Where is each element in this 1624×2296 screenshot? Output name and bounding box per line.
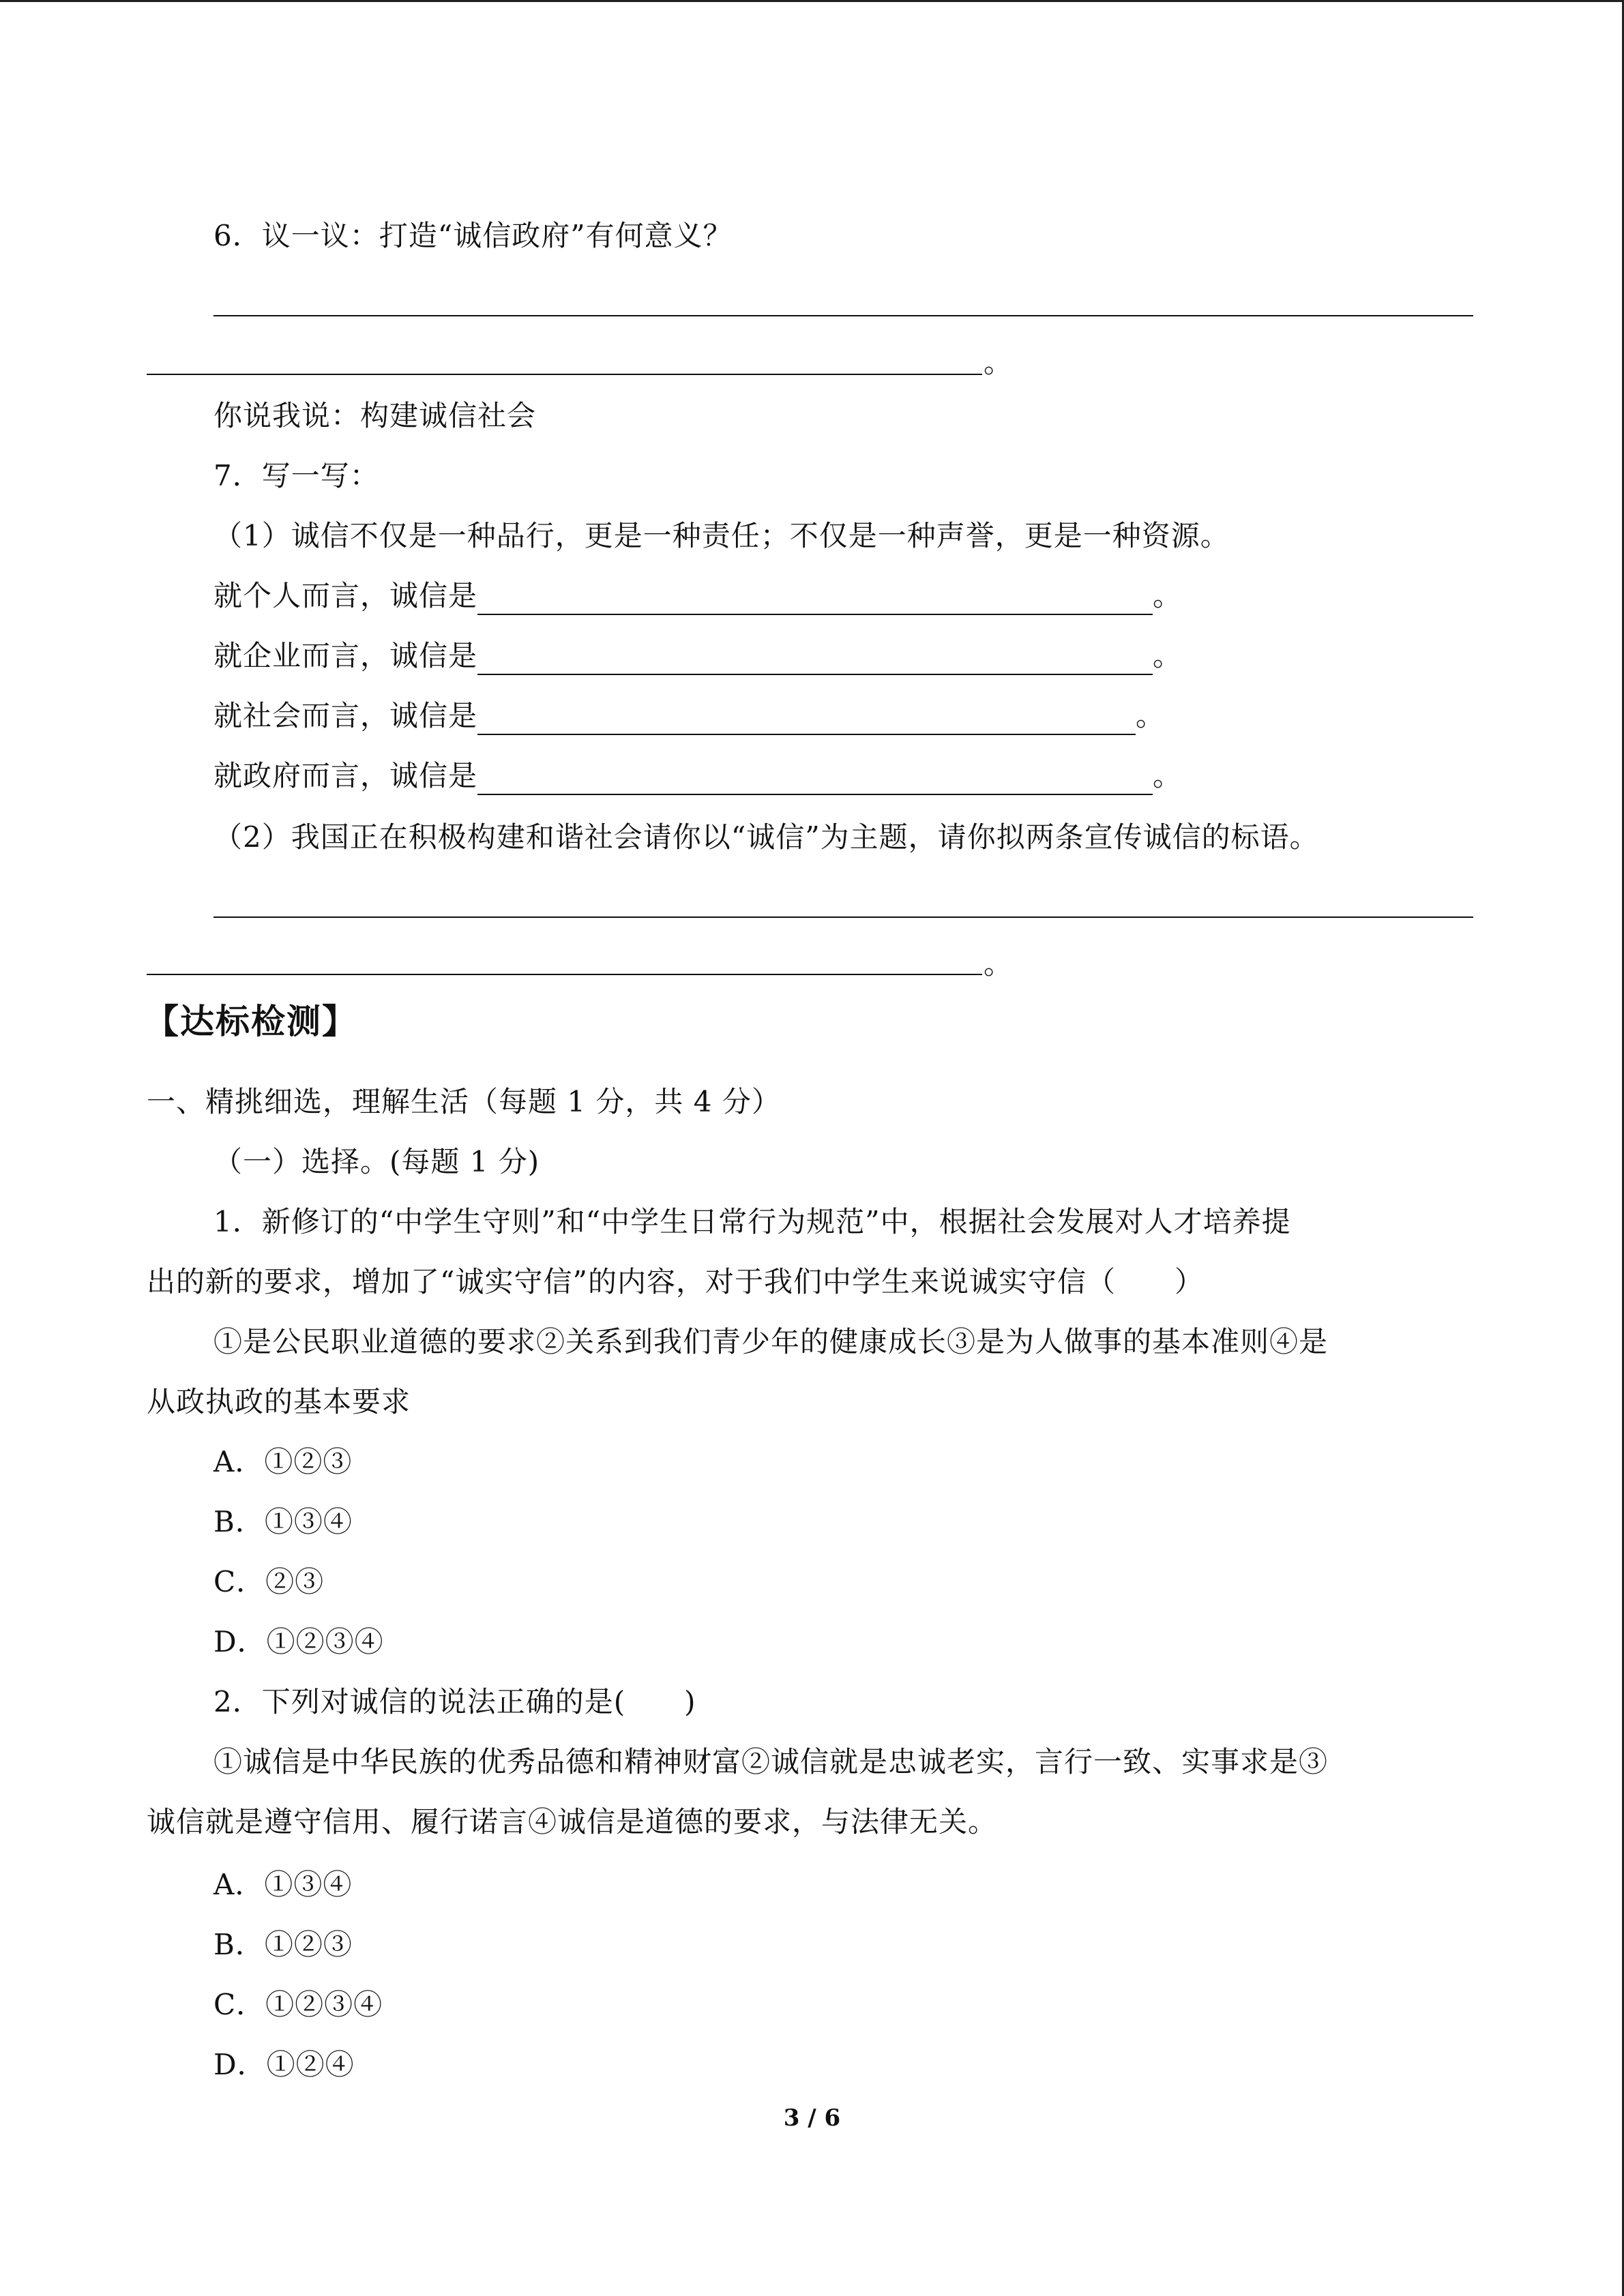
q7-answer-line-2[interactable] [147,974,982,975]
q7-fill-label: 就企业而言，诚信是 [213,639,478,672]
q2-option-c[interactable]: C．①②③④ [213,1988,383,2021]
q7-fill-blank-personal[interactable] [477,584,1153,615]
q7-fill-end: 。 [1153,639,1183,672]
part-one-title: 一、精挑细选，理解生活（每题 1 分，共 4 分） [147,1085,781,1118]
q7-fill-society [213,697,1165,735]
q6-answer-end: 。 [984,346,1014,379]
q7-part2: （2）我国正在积极构建和谐社会请你以“诚信”为主题，请你拟两条宣传诚信的标语。 [213,820,1319,854]
q7-answer-end: 。 [984,947,1014,981]
q7-fill-government [213,757,1182,795]
q1-statements-line-1: ①是公民职业道德的要求②关系到我们青少年的健康成长③是为人做事的基本准则④是 [213,1325,1329,1358]
section-you-say: 你说我说：构建诚信社会 [213,399,537,432]
q2-option-b[interactable]: B．①②③ [213,1928,353,1961]
q7-fill-blank-society[interactable] [477,704,1136,735]
q1-statements-line-2: 从政执政的基本要求 [147,1385,411,1418]
part-one-sub: （一）选择。(每题 1 分) [213,1145,540,1178]
q1-option-c[interactable]: C．②③ [213,1565,325,1598]
q6-prompt: 6．议一议：打造“诚信政府”有何意义？ [213,219,733,252]
q7-fill-label: 就政府而言，诚信是 [213,759,478,792]
q7-fill-personal [213,577,1182,615]
q6-answer-line-2[interactable] [147,374,982,375]
page-border-top [0,0,1624,2]
page-number: 3 / 6 [783,2104,841,2132]
q7-fill-blank-enterprise[interactable] [477,644,1153,675]
test-heading: 【达标检测】 [145,1001,357,1041]
q7-fill-enterprise [213,637,1182,675]
q7-answer-line-1[interactable] [213,916,1473,918]
q1-stem-line-2: 出的新的要求，增加了“诚实守信”的内容，对于我们中学生来说诚实守信（ ） [147,1265,1204,1298]
q7-fill-end: 。 [1136,699,1166,732]
q2-stem: 2．下列对诚信的说法正确的是( ) [213,1685,696,1718]
q6-answer-line-1[interactable] [213,315,1473,316]
q7-fill-label: 就个人而言，诚信是 [213,579,478,612]
q7-title: 7．写一写： [213,459,379,492]
q7-fill-label: 就社会而言，诚信是 [213,699,478,732]
q2-option-d[interactable]: D．①②④ [213,2048,355,2081]
q1-option-b[interactable]: B．①③④ [213,1505,353,1538]
q7-fill-blank-government[interactable] [477,764,1153,795]
q1-option-d[interactable]: D．①②③④ [213,1625,384,1658]
q1-option-a[interactable]: A．①②③ [213,1445,353,1478]
q7-part1: （1）诚信不仅是一种品行，更是一种责任；不仅是一种声誉，更是一种资源。 [213,519,1230,552]
q2-option-a[interactable]: A．①③④ [213,1868,353,1901]
q1-stem-line-1: 1．新修订的“中学生守则”和“中学生日常行为规范”中，根据社会发展对人才培养提 [213,1205,1291,1238]
q2-statements-line-2: 诚信就是遵守信用、履行诺言④诚信是道德的要求，与法律无关。 [147,1805,998,1838]
q7-fill-end: 。 [1153,579,1183,612]
q2-statements-line-1: ①诚信是中华民族的优秀品德和精神财富②诚信就是忠诚老实，言行一致、实事求是③ [213,1745,1329,1778]
q7-fill-end: 。 [1153,759,1183,792]
